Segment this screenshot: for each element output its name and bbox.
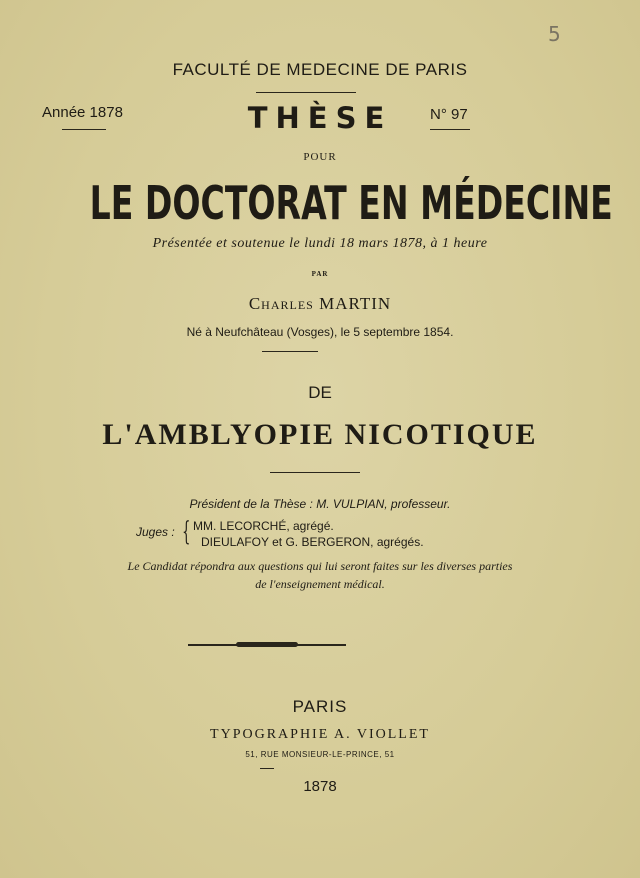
de-label: DE (308, 383, 332, 402)
imprint-address: 51, RUE MONSIEUR-LE-PRINCE, 51 (245, 750, 395, 759)
brace-icon: { (182, 517, 191, 547)
divider-rule (262, 351, 318, 352)
divider-rule (270, 472, 360, 473)
these-heading: THÈSE (247, 101, 393, 135)
year-label: Année 1878 (42, 104, 123, 121)
thesis-number: N° 97 (430, 106, 468, 123)
candidat-note-line-1: Le Candidat répondra aux questions qui lui seront faites sur les diverses parties (127, 559, 513, 573)
imprint-printer: TYPOGRAPHIE A. VIOLLET (210, 727, 430, 742)
ornament-center (236, 642, 298, 647)
pour-label: POUR (303, 151, 337, 163)
defense-date: Présentée et soutenue le lundi 18 mars 1878, à 1 heure (152, 236, 488, 251)
doctorat-title: LE DOCTORAT EN MÉDECINE (89, 176, 613, 230)
author-birth: Né à Neufchâteau (Vosges), le 5 septembre 1854. (186, 325, 454, 339)
these-overline (256, 92, 356, 93)
imprint-year: 1878 (303, 778, 337, 795)
imprint-city: PARIS (292, 697, 348, 716)
candidat-note-line-2: de l'enseignement médical. (255, 577, 385, 591)
juges-label: Juges : (136, 525, 175, 539)
divider-rule (260, 768, 274, 769)
juges-line-2: DIEULAFOY et G. BERGERON, agrégés. (201, 535, 424, 549)
faculty-heading: FACULTÉ DE MEDECINE DE PARIS (172, 60, 468, 79)
pencil-annotation: 5 (548, 22, 561, 46)
jury-president: Président de la Thèse : M. VULPIAN, professeur. (189, 497, 451, 511)
author-name: Charles MARTIN (248, 294, 392, 313)
par-label: PAR (311, 270, 329, 278)
thesis-subject: L'AMBLYOPIE NICOTIQUE (102, 418, 538, 451)
juges-line-1: MM. LECORCHÉ, agrégé. (193, 519, 334, 533)
number-underline (430, 129, 470, 130)
